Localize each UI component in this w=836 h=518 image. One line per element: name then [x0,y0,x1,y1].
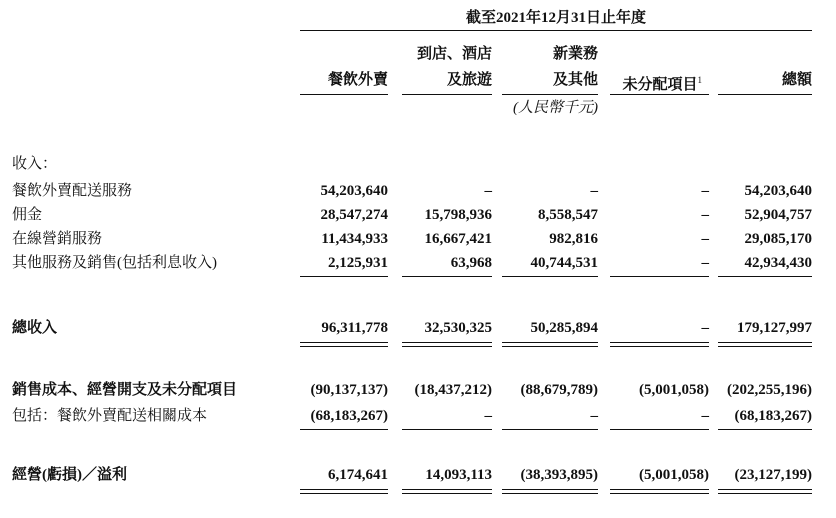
subtotal-underline [300,276,388,277]
cell: – [590,183,598,199]
total-double-underline [300,489,388,494]
col3-header-line2: 及其他 [552,72,598,88]
cell: 50,285,894 [530,320,598,336]
col3-header-underline [502,94,598,95]
col1-header-underline [300,94,388,95]
cell: 8,558,547 [538,207,598,223]
cell: (88,679,789) [520,382,598,398]
unit-label: (人民幣千元) [513,100,598,116]
operating-label: 經營(虧損)／溢利 [12,467,127,483]
cell: 15,798,936 [424,207,492,223]
row-label: 佣金 [12,207,43,223]
total-revenue-label: 總收入 [12,320,58,336]
col4-header-underline [610,94,709,95]
subtotal-underline [718,429,812,430]
subtotal-underline [402,276,492,277]
cell: 29,085,170 [744,231,812,247]
cell: 52,904,757 [744,207,812,223]
row-label: 在線營銷服務 [12,231,103,247]
cell: – [701,408,709,424]
cell: 42,934,430 [744,255,812,271]
cell: 32,530,325 [424,320,492,336]
col4-header: 未分配項目$^1$ [622,75,702,93]
cell: (5,001,058) [639,467,709,483]
cell: (202,255,196) [727,382,812,398]
cell: (68,183,267) [310,408,388,424]
total-double-underline [402,342,492,347]
cell: – [701,320,709,336]
cell: 54,203,640 [744,183,812,199]
cell: 63,968 [450,255,492,271]
cell: (68,183,267) [734,408,812,424]
cell: – [701,255,709,271]
cell: (38,393,895) [520,467,598,483]
cell: 982,816 [549,231,598,247]
cell: 96,311,778 [321,320,388,336]
col5-header: 總額 [781,72,812,88]
subtotal-underline [610,276,709,277]
cell: – [701,207,709,223]
including-label: 包括：餐飲外賣配送相關成本 [12,408,208,424]
col1-header: 餐飲外賣 [327,72,388,88]
total-double-underline [300,342,388,347]
col3-header-line1: 新業務 [552,46,598,62]
cell: 54,203,640 [320,183,388,199]
cell: (90,137,137) [310,382,388,398]
cell: 28,547,274 [320,207,388,223]
total-double-underline [610,342,709,347]
col5-header-underline [718,94,812,95]
cell: 11,434,933 [321,231,388,247]
cell: 2,125,931 [328,255,388,271]
row-label: 餐飲外賣配送服務 [12,183,133,199]
cell: – [484,183,492,199]
cell: – [590,408,598,424]
col2-header-underline [402,94,492,95]
cell: 179,127,997 [737,320,812,336]
subtotal-underline [610,429,709,430]
cell: 14,093,113 [425,467,492,483]
subtotal-underline [502,429,598,430]
cell: (18,437,212) [414,382,492,398]
period-heading: 截至2021年12月31日止年度 [465,10,646,26]
cell: 6,174,641 [328,467,388,483]
col2-header-line1: 到店、酒店 [416,46,492,62]
cell: – [701,183,709,199]
period-underline [300,30,812,31]
subtotal-underline [300,429,388,430]
total-double-underline [502,489,598,494]
cell: – [484,408,492,424]
row-label: 其他服務及銷售(包括利息收入) [12,255,217,271]
total-double-underline [402,489,492,494]
cell: 40,744,531 [530,255,598,271]
total-double-underline [718,489,812,494]
subtotal-underline [502,276,598,277]
total-double-underline [718,342,812,347]
total-double-underline [502,342,598,347]
section-revenue-label: 收入： [12,156,58,172]
subtotal-underline [402,429,492,430]
cell: – [701,231,709,247]
cell: (5,001,058) [639,382,709,398]
total-double-underline [610,489,709,494]
subtotal-underline [718,276,812,277]
cell: (23,127,199) [734,467,812,483]
col2-header-line2: 及旅遊 [446,72,492,88]
costs-label: 銷售成本、經營開支及未分配項目 [12,382,238,398]
cell: 16,667,421 [424,231,492,247]
